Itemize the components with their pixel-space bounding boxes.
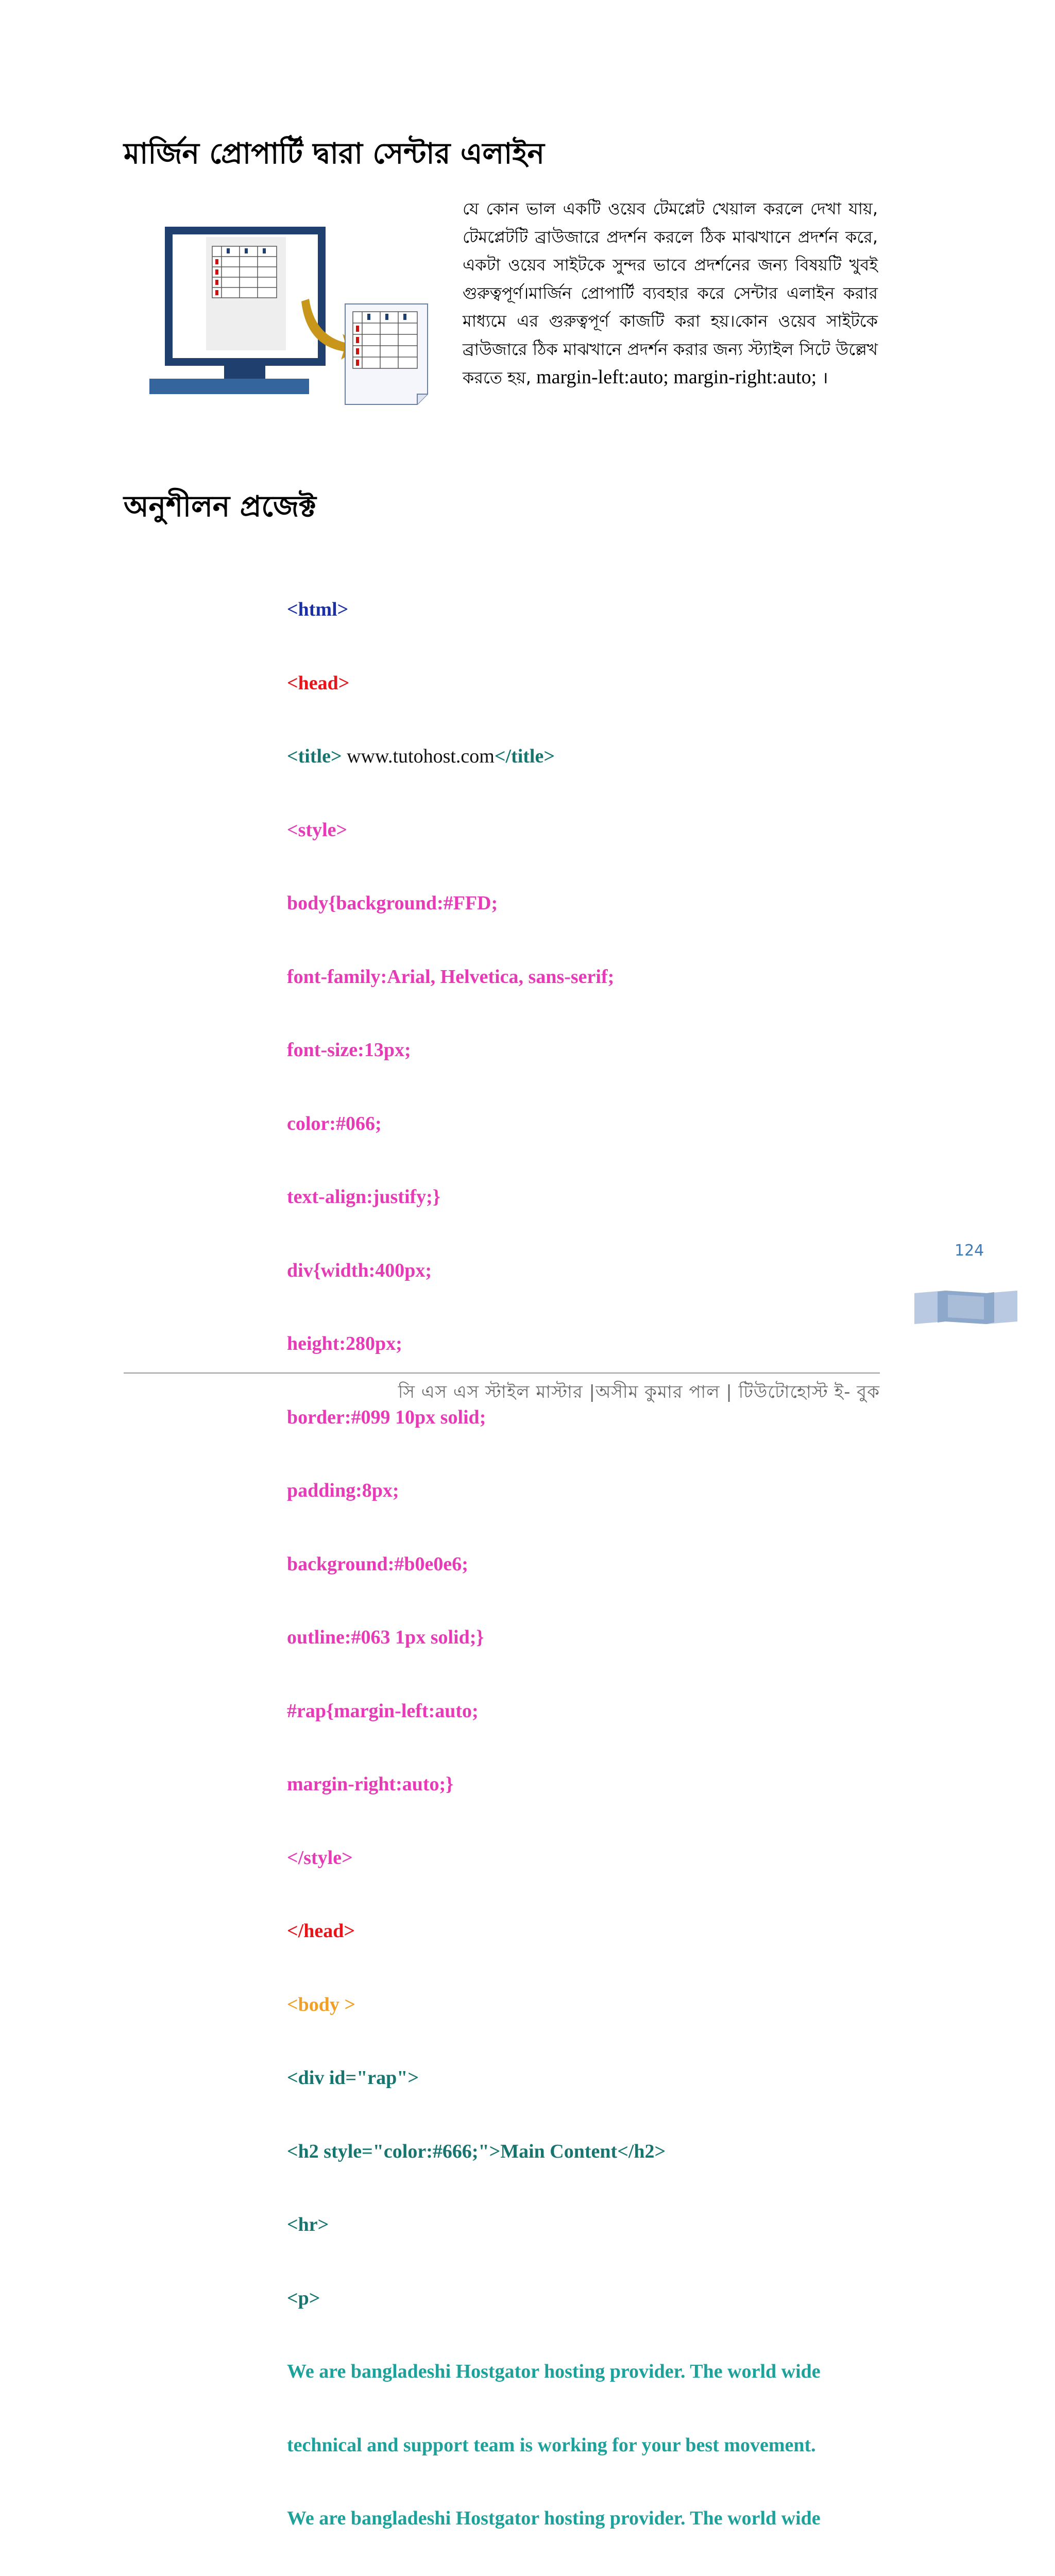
code-line: padding:8px; — [287, 1480, 399, 1501]
code-line: <p> — [287, 2287, 320, 2309]
intro-paragraph — [463, 195, 878, 392]
code-line: <html> — [287, 599, 349, 620]
code-line: border:#099 10px solid; — [287, 1406, 486, 1428]
footer-divider — [124, 1372, 880, 1374]
code-line: outline:#063 1px solid;} — [287, 1626, 484, 1648]
code-token: </title> — [494, 745, 555, 767]
code-line: background:#b0e0e6; — [287, 1553, 468, 1575]
code-line: font-size:13px; — [287, 1039, 411, 1061]
code-line: <style> — [287, 819, 348, 841]
code-line: text-align:justify;} — [287, 1186, 440, 1208]
code-line: height:280px; — [287, 1333, 402, 1354]
code-line: font-family:Arial, Helvetica, sans-serif; — [287, 965, 615, 988]
section-title-practice-project: অনুশীলন প্রজেক্ট — [124, 490, 316, 523]
code-line: </style> — [287, 1846, 353, 1869]
code-line: #rap{margin-left:auto; — [287, 1700, 479, 1722]
code-line — [287, 744, 884, 769]
code-line: <head> — [287, 672, 350, 694]
page-ribbon-icon — [914, 1285, 1017, 1327]
code-line: color:#066; — [287, 1112, 382, 1134]
code-line: <hr> — [287, 2214, 329, 2235]
code-token: www.tutohost.com — [342, 745, 495, 767]
code-line: <h2 style="color:#666;">Main Content</h2> — [287, 2140, 666, 2162]
footer-text: সি এস এস স্টাইল মাস্টার |অসীম কুমার পাল | টিউটোহোস্ট ই- বুক — [398, 1382, 880, 1402]
intro-code-snippet: margin-left:auto; margin-right:auto; — [536, 366, 817, 388]
browser-center-illustration-icon — [149, 222, 438, 417]
code-line: </head> — [287, 1920, 355, 1942]
code-line: margin-right:auto;} — [287, 1773, 454, 1795]
code-line: We are bangladeshi Hostgator hosting provider. The world wide — [287, 2507, 821, 2529]
code-line: body{background:#FFD; — [287, 892, 498, 914]
intro-text-bn: যে কোন ভাল একটি ওয়েব টেমপ্লেট খেয়াল করলে দেখা যায়, টেমপ্লেটটি ব্রাউজারে প্রদর্শন করলে ঠিক মাঝখানে প্রদর্শন করে, একটা ওয়েব সাইটকে সুন্দর ভাবে প্রদর্শনের জন্য বিষয়টি খুবই গুরুত্বপূর্ণ।মার্জিন প্রোপার্টি ব্যবহার করে সেন্টার এলাইন করার মাধ্যমে এর গুরুত্বপূর্ণ কাজটি করা হয়।কোন ওয়েব সাইটকে ব্রাউজারে ঠিক মাঝখানে প্রদর্শন করার জন্য স্ট্যাইল সিটে উল্লেখ করতে হয়, — [463, 199, 878, 387]
code-token: <title> — [287, 745, 342, 767]
section-title-margin-center: মার্জিন প্রোপার্টি দ্বারা সেন্টার এলাইন — [124, 137, 544, 171]
page-number: 124 — [955, 1242, 984, 1260]
code-line: We are bangladeshi Hostgator hosting provider. The world wide — [287, 2361, 821, 2382]
intro-end-mark: । — [822, 368, 828, 387]
code-line: div{width:400px; — [287, 1259, 432, 1281]
code-line: <div id="rap"> — [287, 2067, 419, 2089]
code-line: <body > — [287, 1993, 356, 2015]
code-listing — [287, 549, 884, 2576]
code-line: technical and support team is working for your best movement. — [287, 2434, 816, 2456]
